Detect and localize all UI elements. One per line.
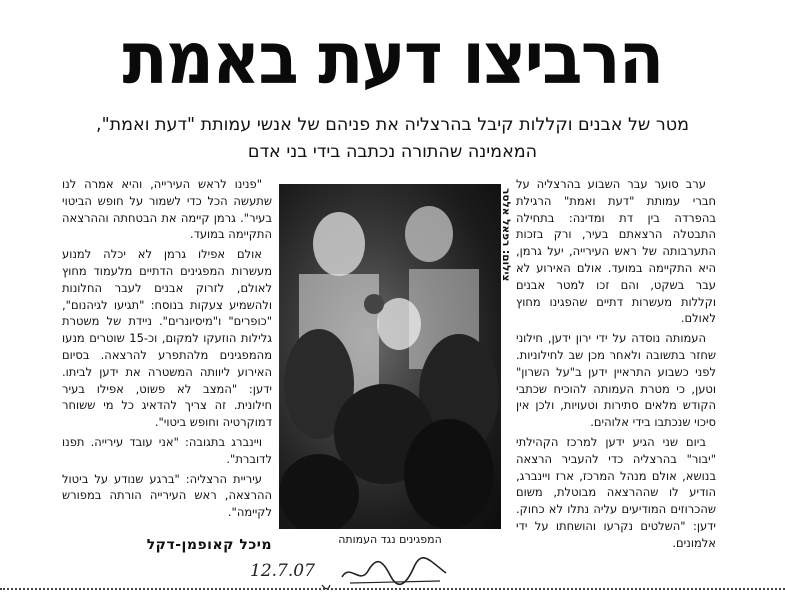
photo-illustration [279,184,501,529]
paragraph: אולם אפילו גרמן לא יכלה למנוע מעשרות המפגינים הדתיים מלעמוד מחוץ לאולם, לזרוק אבנים לעבר החלונות ולהשמיע צעקות בנוסח: "תגיעו לגיהנום", "כופרים" ו"מיסיונרים". ניידת של משטרת גלילות הוזעקו למקום, וכ-15 שוטרים מנעו מהמפגינים מלהתפרע להרצאה. בסיום האירוע ליוותה המשטרה את ידען לביתו. ידען: "המצב לא פשוט, אפילו בעיר חילונית. זה צריך להדאיג כל מי ששוחר דמוקרטיה וחופש ביטוי". [62,247,272,430]
clipping-border [0,588,785,590]
photo-caption: המפגינים נגד העמותה [338,533,442,546]
paragraph: ביום שני הגיע ידען למרכז הקהילתי "יבור" בהרצליה כדי להעביר הרצאה בנושא, אולם מנהל המרכז, ארז ויינברג, הודיע לו שההרצאה מבוטלת, משום שהכרוזים המודיעים עליה נתלו לא כחוק. ידען: "השלטים נקרעו והושחתו על ידי אלמונים. [516,434,716,550]
article-column-right [516,176,716,555]
subheadline-line-2: המאמינה שהתורה נכתבה בידי בני אדם [247,142,538,162]
paragraph: "פנינו לראש העירייה, והיא אמרה לנו שתעשה הכל כדי לשמור על חופש הביטוי בעיר". גרמן קיימה את הבטחתה וההרצאה התקיימה במועד. [62,177,272,242]
headline: הרביצו דעת באמת [122,16,663,100]
clipping-date: 12.7.07 [250,561,315,581]
paragraph: ערב סוער עבר השבוע בהרצליה על חברי עמותת "דעת ואמת" הרגילת בהפרדה בין דת ומדינה: בתחילה התבטלה הרצאתם בעיר, ורק בזכות התערבותה של ראש העירייה, יעל גרמן, היא התקיימה במועד. אולם האירוע לא עבר בשקט, והם זכו למטר אבנים וקללות מעשרות דתיים שהפגינו מחוץ לאולם. [516,177,716,326]
subheadline-line-1: מטר של אבנים וקללות קיבל בהרצליה את פניהם של אנשי עמותת "דעת ואמת", [96,115,689,135]
protest-photo [279,184,501,529]
photo-credit: צילום: רפאל אלסר [500,188,512,282]
subheadline [40,112,745,166]
paragraph: העמותה נוסדה על ידי ירון ידען, חילוני שחזר בתשובה ולאחר מכן שב לחילוניות. לפני כשבוע התראיין ידען ב"על השרון" וטען, כי מטרת העמותה להוכיח שכתבי הקודש מלאים סתירות וטעויות, ולכן אין סיכוי שנכתבו בידי אלוהים. [516,331,716,430]
author-byline: מיכל קאופמן-דקל [146,537,272,553]
paragraph: עיריית הרצליה: "ברגע שנודע על ביטול ההרצאה, ראש העירייה הורתה במפורש לקיימה". [62,471,272,520]
paragraph: ויינברג בתגובה: "אני עובד עירייה. תפנו לדוברת". [62,434,272,466]
article-column-left [62,176,272,524]
